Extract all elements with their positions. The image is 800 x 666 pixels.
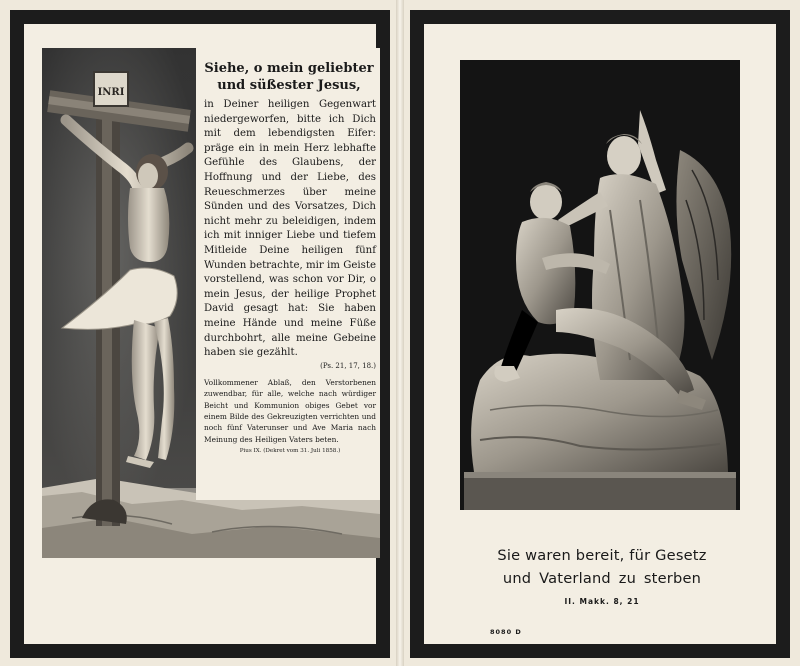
prayer-heading: Siehe, o mein geliebter und süßester Jesus,	[204, 61, 374, 93]
motto-line-2: und Vaterland zu sterben	[502, 570, 702, 587]
angel-soldier-statue-photo	[460, 60, 740, 510]
left-card-panel	[10, 10, 390, 658]
memorial-motto	[444, 544, 760, 590]
prayer-text-box	[196, 48, 380, 500]
decree-note: Pius IX. (Dekret vom 31. Juli 1858.)	[239, 448, 341, 455]
psalm-reference: (Ps. 21, 17, 18.)	[320, 361, 376, 370]
card-fold	[396, 0, 404, 666]
prayer-body: in Deiner heiligen Gegenwart niedergeworfen, bitte ich Dich mit dem lebendigsten Eifer: präge ein in mein Herz lebhafte Gefühle des Glaubens, der Hoffnung und der Liebe, des Reueschmerzes über meine Sünden und des Vorsatzes, Dich nicht mehr zu beleidigen, indem ich mit inniger Liebe und tiefem Mitleide Deine heiligen fünf Wunden betrachte, mir im Geiste vorstellend, was schon vor Dir, o mein Jesus, der heilige Prophet David gesagt hat: Sie haben meine Hände und meine Füße durchbohrt, alle meine Gebeine haben sie gezählt.	[204, 99, 376, 359]
right-card-panel	[410, 10, 790, 658]
scripture-citation: II. Makk. 8, 21	[564, 597, 640, 606]
indulgence-text: Vollkommener Ablaß, den Verstorbenen zuwendbar, für alle, welche nach würdiger Beicht und Kommunion obiges Gebet vor einem Bilde des Gekreuzigten verrichten und noch fünf Vaterunser und Ave Maria nach Meinung des Heiligen Vaters beten.	[204, 377, 376, 444]
motto-line-1: Sie waren bereit, für Gesetz	[497, 547, 707, 564]
inri-sign-text: INRI	[97, 87, 125, 98]
print-code: 8080 D	[490, 628, 522, 636]
